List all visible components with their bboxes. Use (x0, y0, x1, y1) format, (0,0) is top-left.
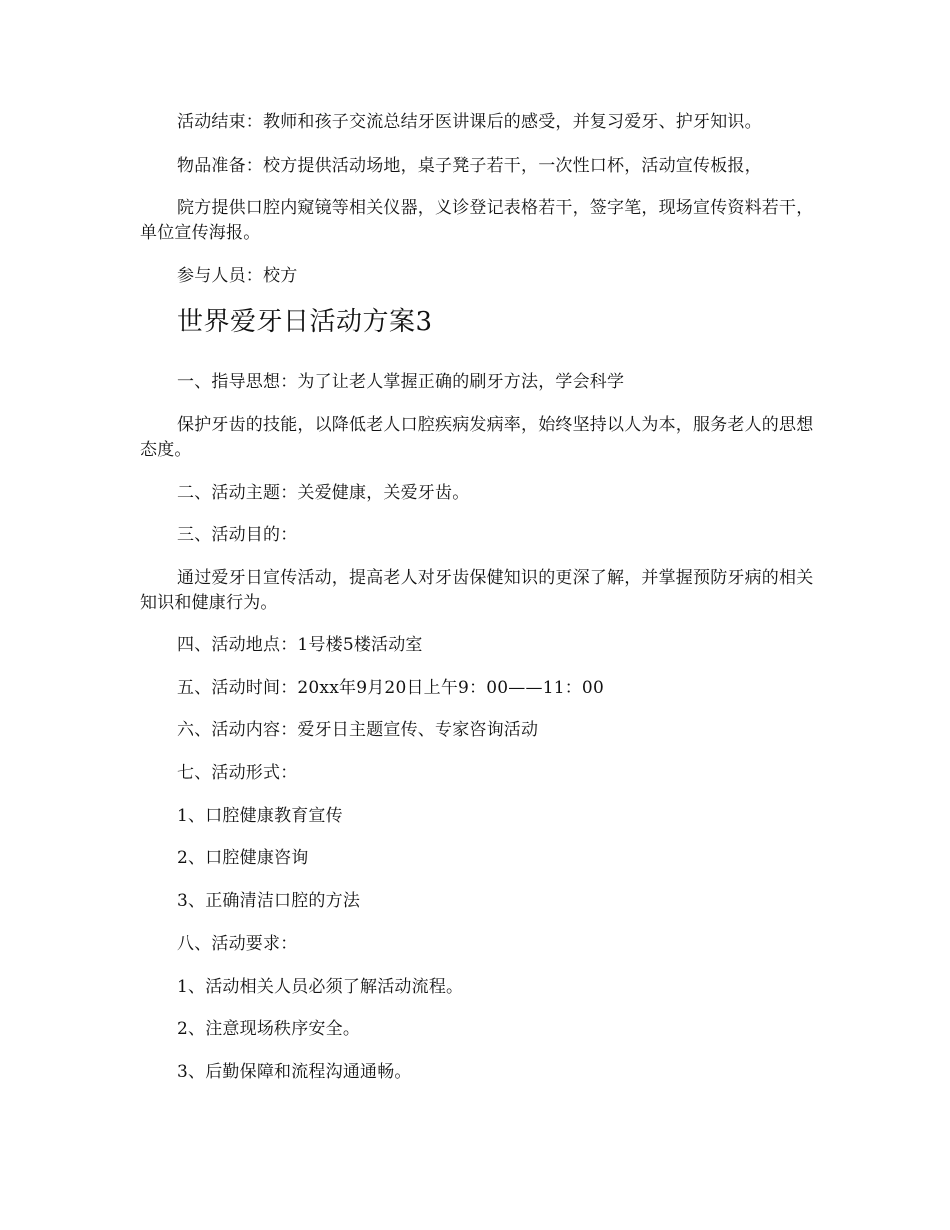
section-heading: 世界爱牙日活动方案3 (177, 307, 433, 337)
paragraph-activity-end: 活动结束：教师和孩子交流总结牙医讲课后的感受，并复习爱牙、护牙知识。 (177, 112, 762, 132)
list-item-requirement-2: 2、注意现场秩序安全。 (177, 1019, 361, 1039)
paragraph-format-label: 七、活动形式： (177, 763, 298, 783)
paragraph-guiding-idea-cont: 保护牙齿的技能，以降低老人口腔疾病发病率，始终坚持以人为本，服务老人的思想态度。 (140, 415, 814, 460)
paragraph-participants: 参与人员：校方 (177, 266, 298, 286)
paragraph-time: 五、活动时间：20xx年9月20日上午9：00——11：00 (177, 678, 604, 698)
paragraph-purpose-label: 三、活动目的： (177, 525, 298, 545)
list-item-format-1: 1、口腔健康教育宣传 (177, 806, 343, 826)
list-item-format-3: 3、正确清洁口腔的方法 (177, 891, 361, 911)
list-item-requirement-1: 1、活动相关人员必须了解活动流程。 (177, 977, 464, 997)
paragraph-guiding-idea: 一、指导思想：为了让老人掌握正确的刷牙方法，学会科学 (177, 372, 625, 392)
list-item-format-2: 2、口腔健康咨询 (177, 848, 309, 868)
paragraph-hospital-materials: 院方提供口腔内窥镜等相关仪器，义诊登记表格若干，签字笔，现场宣传资料若干，单位宣传海报。 (140, 198, 814, 243)
paragraph-materials: 物品准备：校方提供活动场地，桌子凳子若干，一次性口杯，活动宣传板报， (177, 156, 762, 176)
list-item-requirement-3: 3、后勤保障和流程沟通通畅。 (177, 1062, 412, 1082)
paragraph-content: 六、活动内容：爱牙日主题宣传、专家咨询活动 (177, 720, 539, 740)
paragraph-theme: 二、活动主题：关爱健康，关爱牙齿。 (177, 483, 470, 503)
paragraph-purpose: 通过爱牙日宣传活动，提高老人对牙齿保健知识的更深了解，并掌握预防牙病的相关知识和健康行为。 (140, 568, 814, 613)
paragraph-requirements-label: 八、活动要求： (177, 934, 298, 954)
paragraph-location: 四、活动地点：1号楼5楼活动室 (177, 635, 423, 655)
